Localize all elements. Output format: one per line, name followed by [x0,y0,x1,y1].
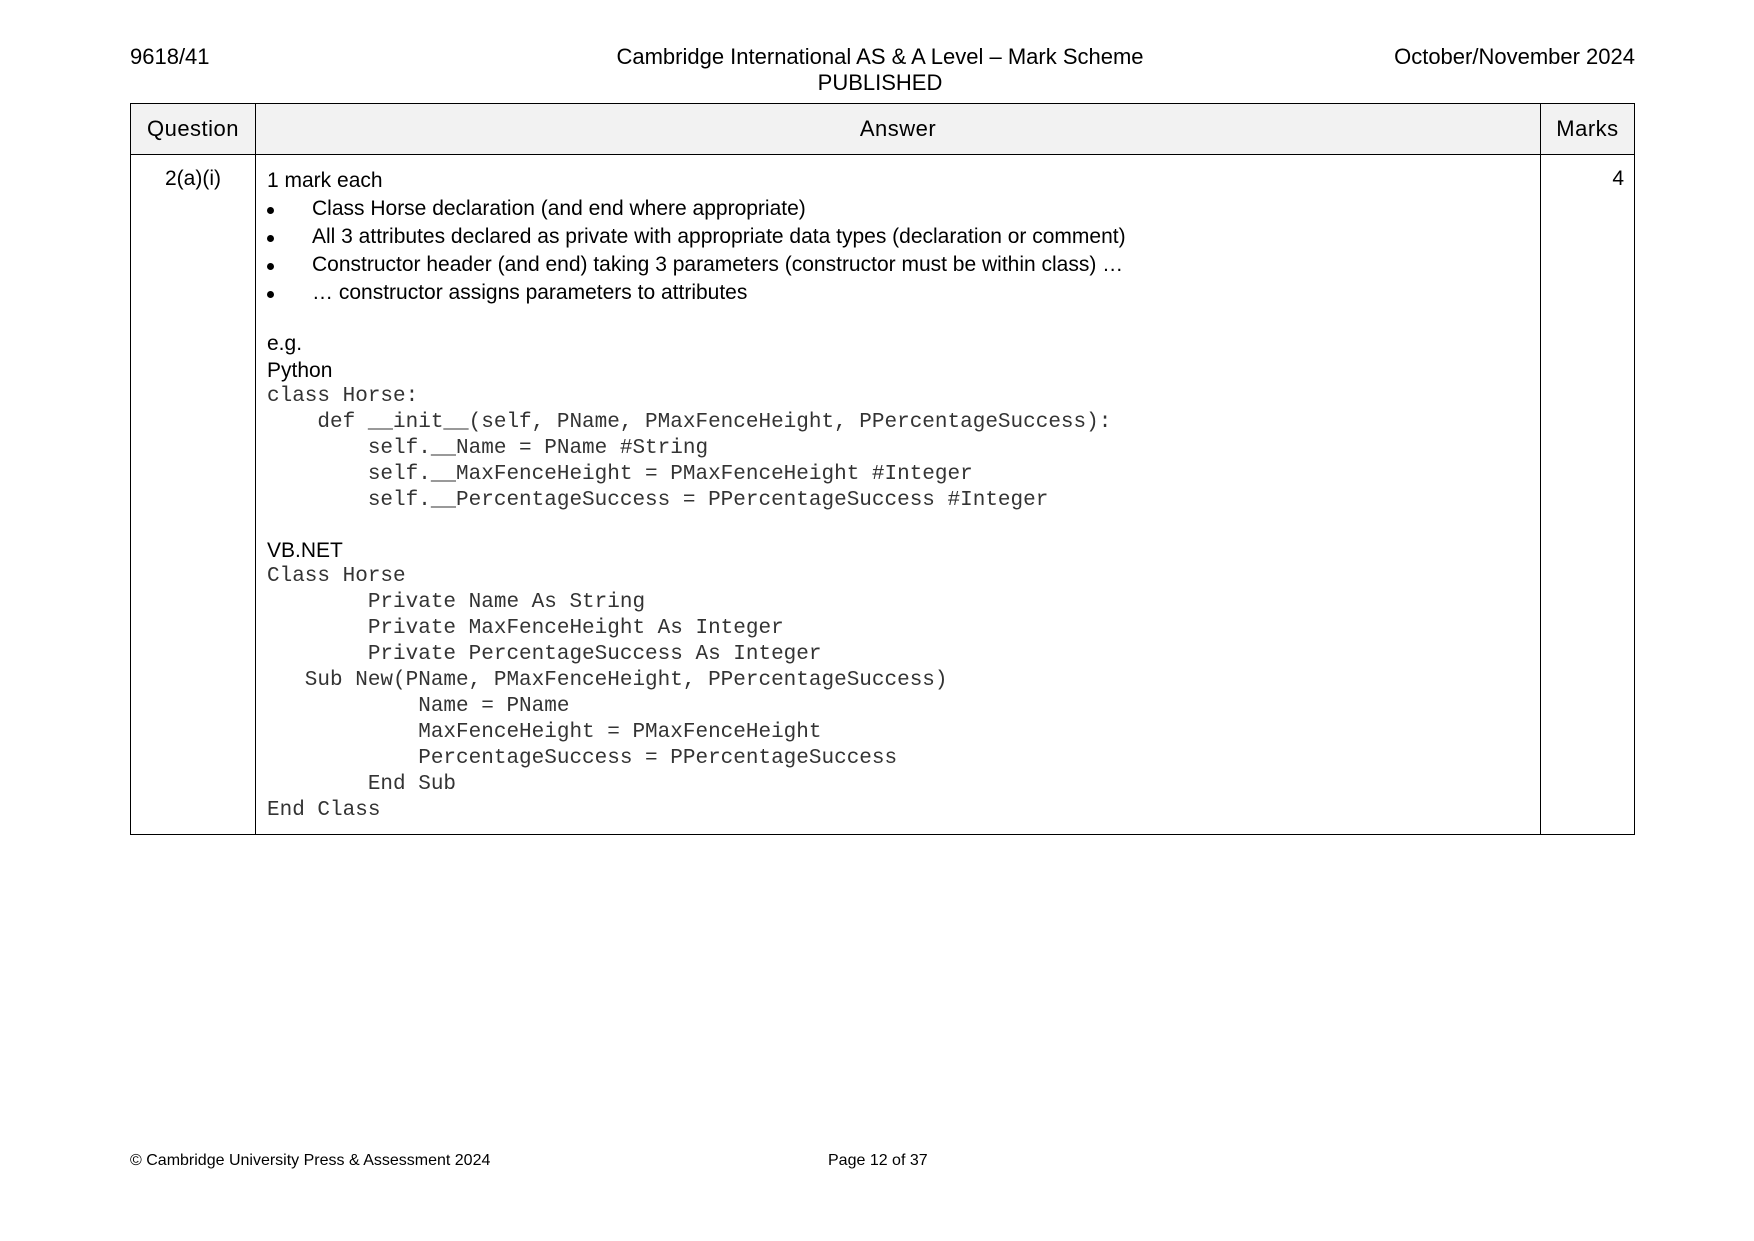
marking-point-text: Constructor header (and end) taking 3 parameters (constructor must be within class) … [312,253,1124,276]
example-label: e.g. [267,332,303,355]
document-title-block [500,44,1260,96]
vbnet-label: VB.NET [267,539,343,562]
marking-points-list [267,195,1530,307]
paper-code: 9618/41 [130,44,210,69]
marking-point-text: All 3 attributes declared as private with appropriate data types (declaration or comment) [312,225,1126,248]
bullet-icon [267,207,274,214]
vbnet-code-block: Class Horse Private Name As String Private MaxFenceHeight As Integer Private PercentageSuccess As Integer Sub New(PName, PMaxFenceHeight, PPercentageSuccess) Name = PName MaxFenceHeight = PMaxFenceHeight PercentageSuccess = PPercentageSuccess End Sub End Class [267,565,948,822]
table-header-row [131,104,1635,155]
marking-point [267,195,1530,223]
marking-point-text: … constructor assigns parameters to attributes [312,281,748,304]
marking-point [267,251,1530,279]
exam-session: October/November 2024 [1394,44,1635,69]
document-title: Cambridge International AS & A Level – Mark Scheme [616,44,1144,69]
column-header-marks: Marks [1541,104,1635,155]
answer-cell [256,155,1541,835]
page-number: Page 12 of 37 [828,1152,928,1169]
marks-value: 4 [1541,155,1635,835]
document-status: PUBLISHED [817,70,943,95]
bullet-icon [267,263,274,270]
marking-point [267,279,1530,307]
column-header-answer: Answer [256,104,1541,155]
marking-intro: 1 mark each [267,169,383,192]
marking-point-text: Class Horse declaration (and end where appropriate) [312,197,806,220]
question-number: 2(a)(i) [131,155,256,835]
python-code-block: class Horse: def __init__(self, PName, PMaxFenceHeight, PPercentageSuccess): self.__Name = PName #String self.__MaxFenceHeight = PMaxFenceHeight #Integer self.__PercentageSuccess = PPercentageSuccess #Integer [267,385,1112,512]
column-header-question: Question [131,104,256,155]
mark-scheme-table [130,103,1635,835]
bullet-icon [267,291,274,298]
python-label: Python [267,359,333,382]
copyright-notice: © Cambridge University Press & Assessment 2024 [130,1152,491,1169]
marking-point [267,223,1530,251]
table-row [131,155,1635,835]
bullet-icon [267,235,274,242]
